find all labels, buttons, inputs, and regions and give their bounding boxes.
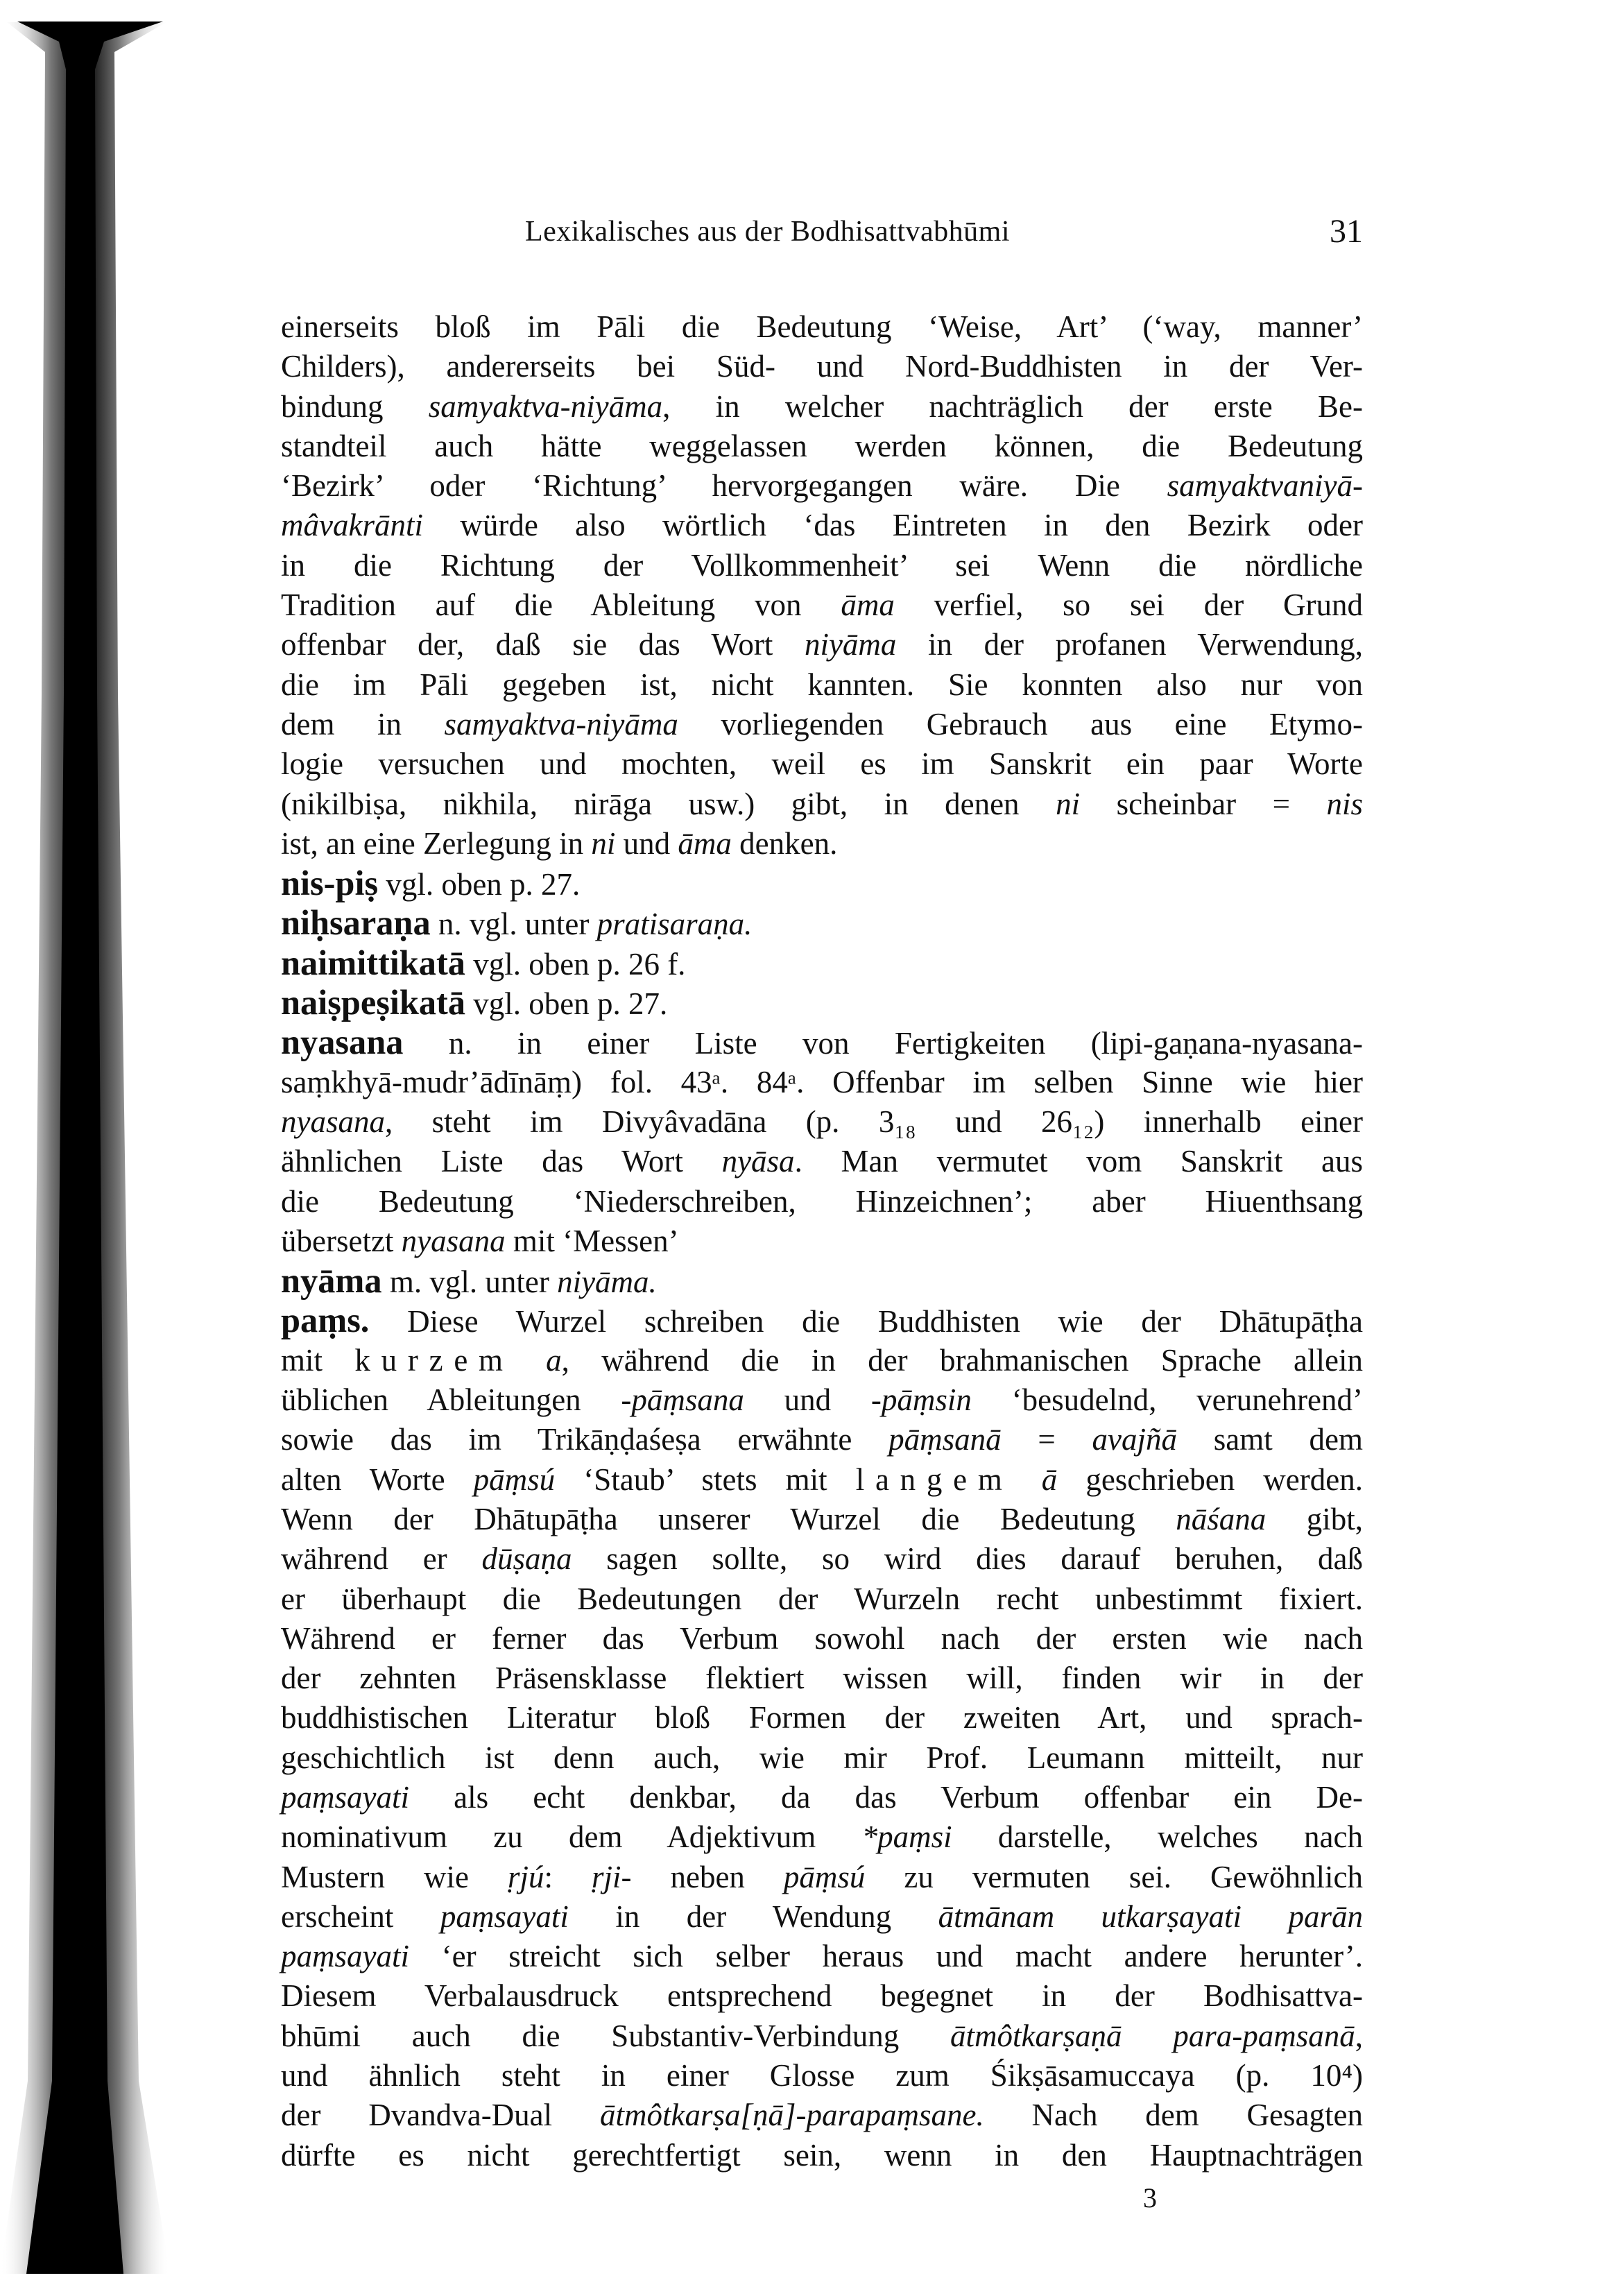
text-run: der Dvandva-Dual: [281, 2098, 600, 2133]
text-line: [281, 466, 1363, 506]
running-header-title: Lexikalisches aus der Bodhisattvabhūmi: [525, 216, 1011, 248]
headword: nis-piṣ: [281, 864, 379, 903]
text-run: mit: [281, 1342, 355, 1378]
italic-term: ātmôtkarṣa[ṇā]-parapaṃsane.: [599, 2098, 984, 2133]
italic-term: ni: [591, 825, 616, 861]
text-run: geschrieben werden.: [1057, 1462, 1363, 1497]
text-run: Diese Wurzel schreiben die Buddhisten wie der Dhātupāṭha: [369, 1304, 1363, 1339]
text-run: n. vgl. unter: [430, 907, 597, 942]
text-run: ‘er streicht sich selber heraus und macht andere herunter’.: [409, 1939, 1363, 1974]
text-run: während er: [281, 1541, 482, 1577]
text-line: [281, 943, 1363, 983]
italic-term: āma: [841, 588, 895, 623]
italic-term: samyaktvaniyā-: [1167, 468, 1363, 504]
text-line: [281, 1301, 1363, 1340]
text-run: darstelle, welches nach: [952, 1819, 1363, 1855]
text-run: Tradition auf die Ableitung von: [281, 588, 841, 623]
text-run: ist, an eine Zerlegung in: [281, 825, 592, 861]
text-line: [281, 1539, 1363, 1579]
text-run: dem in: [281, 706, 445, 742]
text-run: Wenn der Dhātupāṭha unserer Wurzel die Bedeutung: [281, 1501, 1176, 1536]
text-run: in der Wendung: [568, 1899, 938, 1934]
italic-term: ātmôtkarṣaṇā para-paṃsanā: [950, 2018, 1355, 2053]
text-run: übersetzt: [281, 1223, 402, 1258]
headword: nyasana: [281, 1022, 404, 1062]
italic-term: nāśana: [1176, 1501, 1266, 1536]
text-run: [1013, 1462, 1042, 1497]
spaced-emphasis: kurzem: [354, 1342, 514, 1378]
text-run: der zehnten Präsensklasse flektiert wissen will, finden wir in der: [281, 1661, 1363, 1696]
italic-term: *paṃsi: [861, 1819, 952, 1855]
text-run: m. vgl. unter: [381, 1265, 558, 1300]
text-run: , steht im Divyâvadāna (p. 3₁₈ und 26₁₂) innerhalb einer: [385, 1104, 1363, 1139]
text-line: [281, 1976, 1363, 2016]
text-run: und ähnlich steht in einer Glosse zum Śikṣāsamuccaya (p. 10⁴): [281, 2058, 1363, 2093]
body-text: [281, 307, 1363, 2175]
text-run: , während die in der brahmanischen Sprache allein: [561, 1342, 1363, 1378]
running-header: [281, 215, 1363, 257]
text-line: [281, 1659, 1363, 1698]
italic-term: pāṃsú: [783, 1859, 866, 1894]
text-run: samt dem: [1177, 1422, 1363, 1457]
text-run: standteil auch hätte weggelassen werden können, die Bedeutung: [281, 428, 1363, 463]
text-run: saṃkhyā-mudr’ādīnāṃ) fol. 43ᵃ. 84ᵃ. Offenbar im selben Sinne wie hier: [281, 1064, 1363, 1099]
italic-term: āma: [678, 825, 732, 861]
text-run: ähnlichen Liste das Wort: [281, 1144, 722, 1179]
text-line: [281, 1858, 1363, 1897]
text-line: [281, 1142, 1363, 1181]
text-run: geschichtlich ist denn auch, wie mir Prof. Leumann mitteilt, nur: [281, 1740, 1363, 1775]
italic-term: samyaktva-niyāma: [444, 706, 678, 742]
text-run: Diesem Verbalausdruck entsprechend begegnet in der Bodhisattva-: [281, 1978, 1363, 2014]
text-line: [281, 307, 1363, 347]
text-line: [281, 347, 1363, 386]
text-run: einerseits bloß im Pāli die Bedeutung ‘Weise, Art’ (‘way, manner’: [281, 309, 1363, 344]
text-run: und: [744, 1382, 871, 1418]
italic-term: -pāṃsana: [621, 1382, 744, 1418]
italic-term: dūṣaṇa: [481, 1541, 572, 1577]
text-run: Childers), andererseits bei Süd- und Nord-Buddhisten in der Ver-: [281, 349, 1363, 384]
headword: naiṣpeṣikatā: [281, 983, 466, 1022]
text-run: Während er ferner das Verbum sowohl nach der ersten wie nach: [281, 1620, 1363, 1656]
text-line: [281, 1460, 1363, 1500]
headword: niḥsaraṇa: [281, 903, 431, 943]
text-line: [281, 2016, 1363, 2056]
text-run: Mustern wie: [281, 1859, 508, 1894]
text-run: und: [615, 825, 678, 861]
text-line: [281, 585, 1363, 625]
italic-term: pāṃsanā: [888, 1422, 1002, 1457]
italic-term: ātmānam utkarṣayati parān: [938, 1899, 1363, 1934]
text-run: neben: [631, 1859, 784, 1894]
text-run: alten Worte: [281, 1462, 474, 1497]
printer-signature-mark: 3: [1143, 2182, 1157, 2213]
italic-term: nyasana: [281, 1104, 385, 1139]
italic-term: avajñā: [1092, 1422, 1178, 1457]
text-line: [281, 2136, 1363, 2175]
text-run: würde also wörtlich ‘das Eintreten in den Bezirk oder: [422, 508, 1363, 543]
text-line: [281, 1380, 1363, 1420]
text-run: Nach dem Gesagten: [984, 2098, 1363, 2133]
text-line: [281, 824, 1363, 864]
text-run: (nikilbiṣa, nikhila, nirāga usw.) gibt, in denen: [281, 786, 1056, 821]
text-line: [281, 983, 1363, 1022]
text-run: scheinbar =: [1080, 786, 1327, 821]
text-run: bindung: [281, 388, 429, 424]
text-line: [281, 1897, 1363, 1937]
text-run: ,: [1355, 2018, 1363, 2053]
text-run: in die Richtung der Vollkommenheit’ sei Wenn die nördliche: [281, 547, 1363, 583]
text-line: [281, 744, 1363, 784]
text-run: sagen sollte, so wird dies darauf beruhen, daß: [572, 1541, 1364, 1577]
text-line: [281, 625, 1363, 665]
text-run: buddhistischen Literatur bloß Formen der zweiten Art, und sprach-: [281, 1700, 1363, 1736]
text-run: bhūmi auch die Substantiv-Verbindung: [281, 2018, 950, 2053]
italic-term: ni: [1056, 786, 1081, 821]
text-run: denken.: [731, 825, 838, 861]
text-line: [281, 1698, 1363, 1738]
italic-term: niyāma.: [557, 1265, 657, 1300]
text-run: mit ‘Messen’: [505, 1223, 679, 1258]
text-run: als echt denkbar, da das Verbum offenbar ein De-: [409, 1779, 1363, 1815]
text-line: [281, 1500, 1363, 1539]
text-run: verfiel, so sei der Grund: [894, 588, 1363, 623]
text-line: [281, 1579, 1363, 1619]
italic-term: nis: [1326, 786, 1363, 821]
text-line: [281, 1420, 1363, 1459]
text-line: [281, 1778, 1363, 1817]
text-run: üblichen Ableitungen: [281, 1382, 621, 1418]
text-line: [281, 2056, 1363, 2096]
text-run: ‘Bezirk’ oder ‘Richtung’ hervorgegangen wäre. Die: [281, 468, 1167, 504]
text-run: vgl. oben p. 27.: [378, 867, 581, 902]
scan-binding-edge: [0, 0, 180, 2296]
text-run: offenbar der, daß sie das Wort: [281, 627, 805, 662]
headword: naimittikatā: [281, 943, 465, 982]
italic-term: ṛjú: [507, 1859, 544, 1894]
italic-term: paṃsayati: [440, 1899, 569, 1934]
text-line: [281, 785, 1363, 824]
text-run: nominativum zu dem Adjektivum: [281, 1819, 862, 1855]
text-line: [281, 1182, 1363, 1222]
text-line: [281, 1063, 1363, 1102]
italic-term: samyaktva-niyāma: [428, 388, 663, 424]
italic-term: nyasana: [401, 1223, 506, 1258]
italic-term: ṛji-: [591, 1859, 632, 1894]
italic-term: mâvakrānti: [281, 508, 423, 543]
text-run: vgl. oben p. 26 f.: [465, 946, 686, 982]
text-run: gibt,: [1266, 1501, 1363, 1536]
text-line: [281, 1022, 1363, 1062]
text-line: [281, 665, 1363, 705]
text-line: [281, 1738, 1363, 1778]
text-run: =: [1001, 1422, 1092, 1457]
text-run: ‘Staub’ stets mit: [555, 1462, 856, 1497]
text-run: erscheint: [281, 1899, 440, 1934]
italic-term: pratisaraṇa.: [596, 907, 753, 942]
text-run: n. in einer Liste von Fertigkeiten (lipi-gaṇana-nyasana-: [403, 1026, 1363, 1061]
headword: paṃs.: [281, 1301, 370, 1340]
italic-term: -pāṃsin: [870, 1382, 972, 1418]
text-run: [514, 1343, 546, 1378]
text-line: [281, 506, 1363, 545]
text-line: [281, 705, 1363, 744]
text-line: [281, 1619, 1363, 1659]
text-run: in der profanen Verwendung,: [896, 627, 1363, 662]
italic-term: paṃsayati: [281, 1939, 409, 1974]
page-number: 31: [1330, 213, 1363, 250]
headword: nyāma: [281, 1261, 382, 1301]
text-run: zu vermuten sei. Gewöhnlich: [865, 1859, 1363, 1894]
text-line: [281, 427, 1363, 466]
italic-term: ā: [1041, 1462, 1058, 1497]
text-line: [281, 2096, 1363, 2135]
text-line: [281, 1341, 1363, 1380]
italic-term: nyāsa: [721, 1144, 795, 1179]
text-run: vorliegenden Gebrauch aus eine Etymo-: [678, 706, 1363, 742]
text-line: [281, 1102, 1363, 1142]
text-run: die Bedeutung ‘Niederschreiben, Hinzeichnen’; aber Hiuenthsang: [281, 1183, 1363, 1219]
text-run: . Man vermutet vom Sanskrit aus: [794, 1144, 1363, 1179]
text-line: [281, 546, 1363, 585]
italic-term: a: [546, 1342, 562, 1378]
text-run: vgl. oben p. 27.: [465, 986, 668, 1022]
text-run: er überhaupt die Bedeutungen der Wurzeln recht unbestimmt fixiert.: [281, 1581, 1363, 1616]
text-line: [281, 387, 1363, 427]
italic-term: niyāma: [804, 627, 897, 662]
spaced-emphasis: langem: [855, 1462, 1013, 1497]
text-line: [281, 1817, 1363, 1857]
text-run: , in welcher nachträglich der erste Be-: [662, 388, 1363, 424]
text-line: [281, 1261, 1363, 1301]
text-line: [281, 903, 1363, 943]
text-run: ‘besudelnd, verunehrend’: [971, 1382, 1363, 1418]
text-run: logie versuchen und mochten, weil es im Sanskrit ein paar Worte: [281, 746, 1363, 782]
italic-term: pāṃsú: [473, 1462, 556, 1497]
text-line: [281, 1937, 1363, 1976]
text-line: [281, 864, 1363, 903]
italic-term: paṃsayati: [281, 1779, 409, 1815]
text-run: :: [544, 1859, 592, 1894]
text-run: dürfte es nicht gerechtfertigt sein, wenn in den Hauptnachträgen: [281, 2137, 1363, 2173]
text-run: die im Pāli gegeben ist, nicht kannten. Sie konnten also nur von: [281, 667, 1363, 702]
text-run: sowie das im Trikāṇḍaśeṣa erwähnte: [281, 1422, 889, 1457]
text-line: [281, 1222, 1363, 1261]
